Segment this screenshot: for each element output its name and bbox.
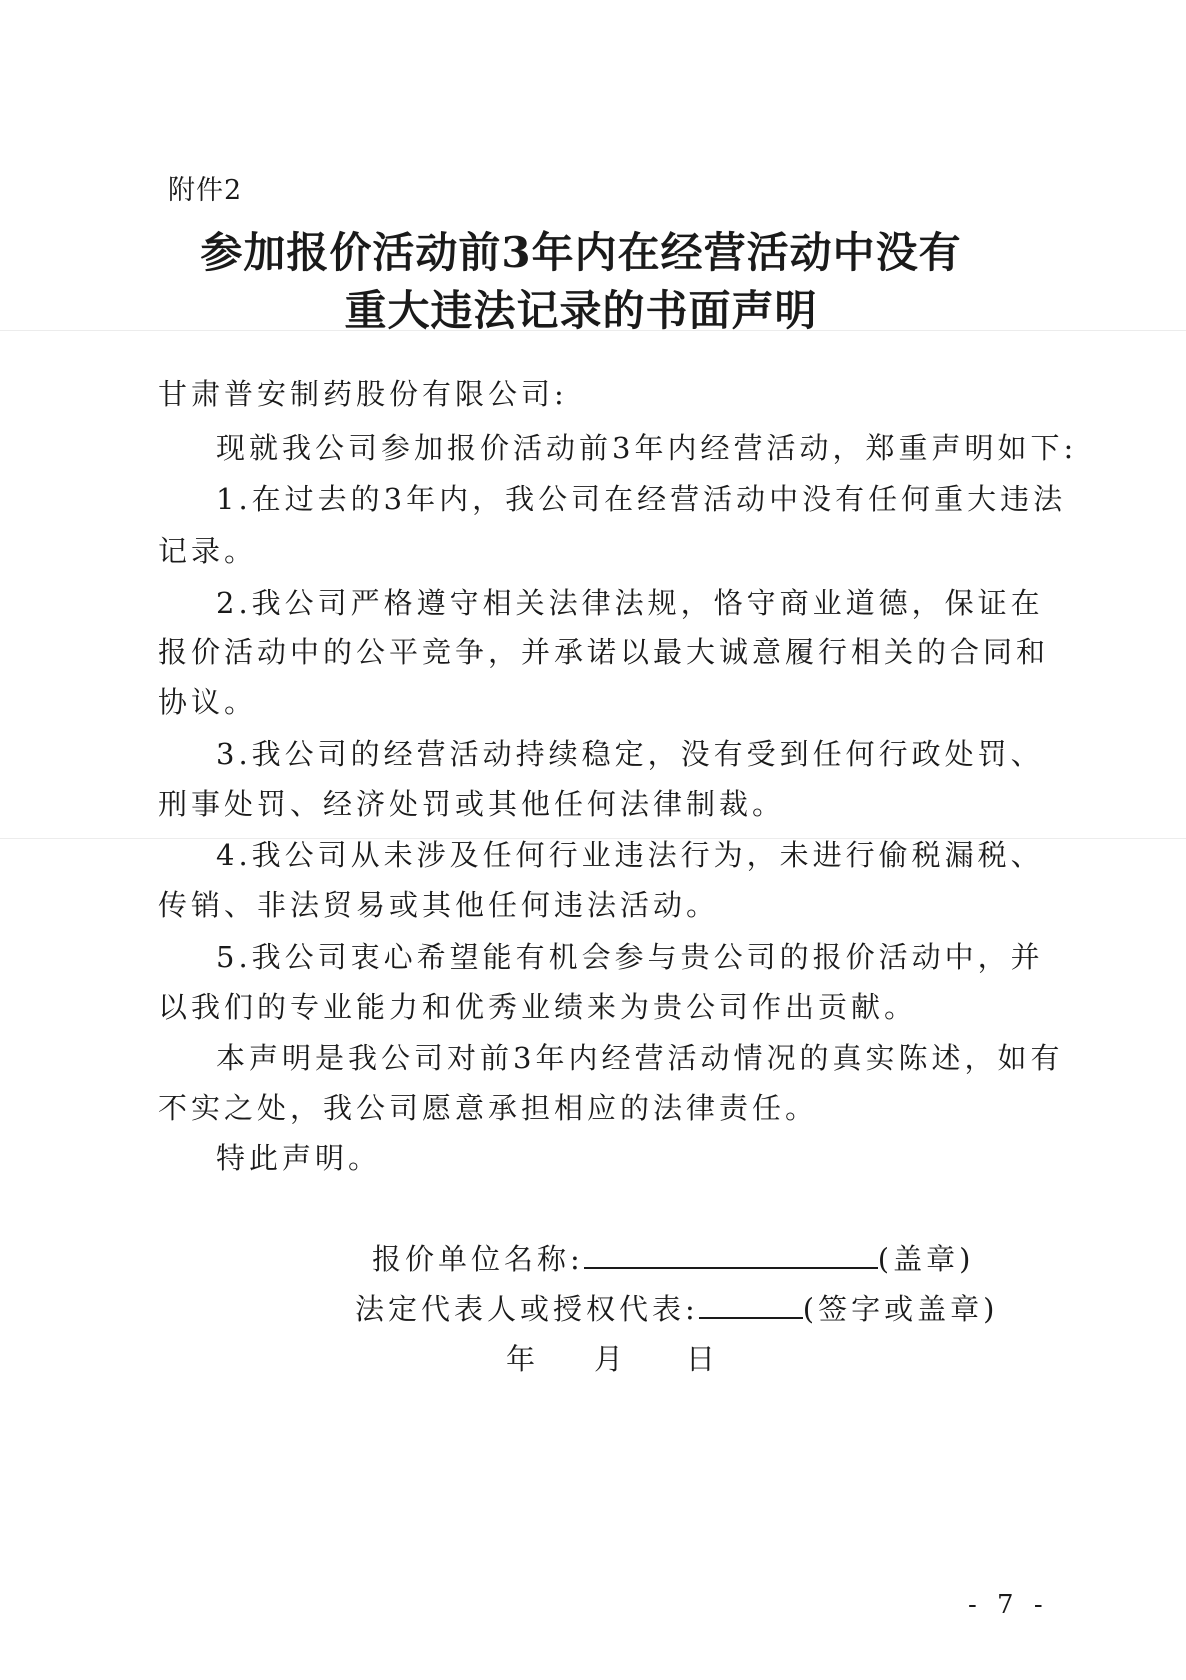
- date-year: 年: [506, 1342, 540, 1376]
- item2-line1: 2.我公司严格遵守相关法律法规，恪守商业道德，保证在: [216, 586, 1044, 620]
- date-month: 月: [594, 1342, 628, 1376]
- item4-line2: 传销、非法贸易或其他任何违法活动。: [158, 888, 720, 922]
- representative-blank: [699, 1289, 803, 1319]
- item3-line2: 刑事处罚、经济处罚或其他任何法律制裁。: [158, 787, 786, 821]
- representative-label: 法定代表人或授权代表:: [355, 1292, 699, 1326]
- signature-unit-row: [372, 1237, 974, 1278]
- item3-line1: 3.我公司的经营活动持续稳定，没有受到任何行政处罚、: [216, 737, 1044, 771]
- special-statement: 特此声明。: [216, 1141, 382, 1175]
- unit-seal-note: (盖章): [877, 1242, 975, 1276]
- item1-line2: 记录。: [158, 534, 258, 568]
- item4-line1: 4.我公司从未涉及任何行业违法行为，未进行偷税漏税、: [216, 838, 1044, 872]
- document-title-line2: 重大违法记录的书面声明: [344, 286, 818, 335]
- date-day: 日: [686, 1342, 720, 1376]
- document-title-line1: 参加报价活动前3年内在经营活动中没有: [200, 228, 962, 277]
- attachment-label: 附件2: [168, 175, 243, 206]
- item5-line2: 以我们的专业能力和优秀业绩来为贵公司作出贡献。: [158, 990, 918, 1024]
- closing-line2: 不实之处，我公司愿意承担相应的法律责任。: [158, 1091, 819, 1125]
- item5-line1: 5.我公司衷心希望能有机会参与贵公司的报价活动中，并: [216, 940, 1044, 974]
- closing-line1: 本声明是我公司对前3年内经营活动情况的真实陈述，如有: [216, 1041, 1064, 1075]
- item2-line3: 协议。: [158, 685, 258, 719]
- addressee: 甘肃普安制药股份有限公司:: [158, 377, 568, 411]
- unit-name-label: 报价单位名称:: [372, 1242, 584, 1276]
- representative-sign-note: (签字或盖章): [802, 1292, 999, 1326]
- unit-name-blank: [584, 1239, 878, 1269]
- page-number: - 7 -: [968, 1590, 1049, 1620]
- item2-line2: 报价活动中的公平竞争，并承诺以最大诚意履行相关的合同和: [158, 635, 1050, 669]
- intro-paragraph: 现就我公司参加报价活动前3年内经营活动，郑重声明如下:: [216, 431, 1078, 465]
- signature-representative-row: [355, 1287, 998, 1328]
- item1-line1: 1.在过去的3年内，我公司在经营活动中没有任何重大违法: [216, 482, 1067, 516]
